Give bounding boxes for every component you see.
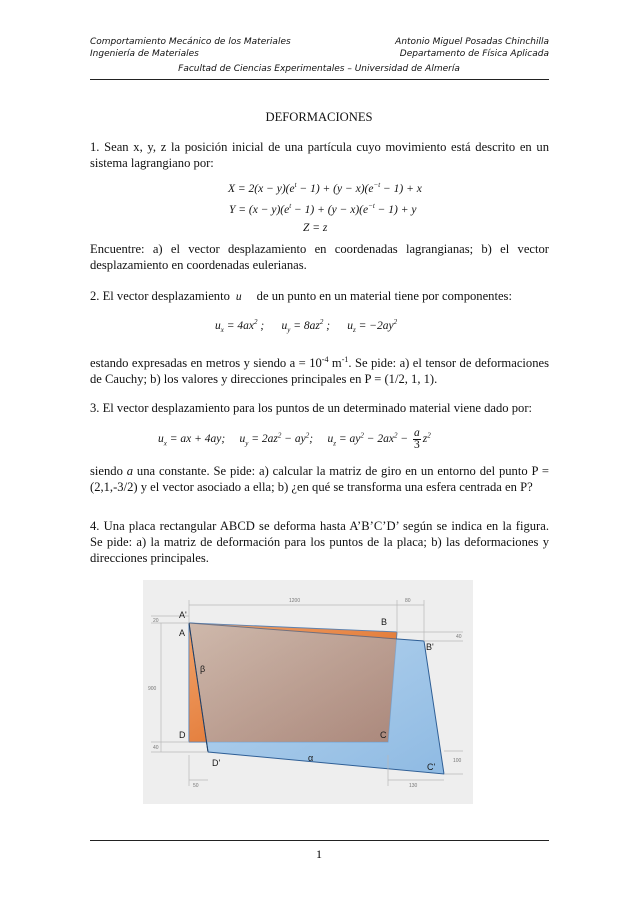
dim-left-bottom: 40: [153, 745, 159, 751]
problem-4-text: 4. Una placa rectangular ABCD se deforma hasta A’B’C’D’ según se indica en la figura. Se pide: a) la matriz de deformación para los puntos de la placa; b) las deformaciones y direcciones principales.: [90, 519, 549, 565]
label-C: C: [380, 730, 387, 740]
dim-bottom-right: 130: [409, 783, 418, 789]
label-beta: β: [200, 664, 206, 674]
header-course-title: Comportamiento Mecánico de los Materiales: [90, 37, 291, 47]
vector-u: u⃗: [233, 291, 254, 303]
problem-2-q-b: m: [328, 356, 342, 371]
problem-2-q-c: . Se pide: a) el tensor de deformaciones de Cauchy; b) los valores y direcciones principales en P = (1/2, 1, 1).: [90, 356, 549, 387]
problem-2-exp2: -1: [341, 355, 349, 364]
dim-left-top: 20: [153, 618, 159, 624]
dim-height: 900: [148, 686, 157, 692]
problem-2-question: [90, 352, 549, 387]
dim-shift-top: 80: [405, 598, 411, 604]
problem-2-exp1: -4: [321, 355, 329, 364]
header-faculty: Facultad de Ciencias Experimentales – Universidad de Almería: [178, 64, 460, 74]
header-rule: [90, 79, 549, 80]
dim-right-bottom: 100: [453, 758, 462, 764]
label-D-prime: D': [212, 758, 221, 768]
problem-1-question: Encuentre: a) el vector desplazamiento en coordenadas lagrangianas; b) el vector desplazamiento en coordenadas eulerianas.: [90, 242, 549, 272]
problem-2-q-a: estando expresadas en metros y siendo a = 10: [90, 356, 322, 371]
deformation-figure: [143, 580, 473, 804]
page-number: 1: [316, 847, 322, 861]
dim-right-top: 40: [456, 634, 462, 640]
label-A-prime: A': [179, 610, 187, 620]
equation-u-problem-3: $u_x$ = ax + 4ay; $u_y = 2az^2 - ay^2$; $u_z = ay^2 - 2ax^2$ − $\frac{a}{3}$ $z^2$: [158, 427, 431, 451]
dim-bottom-left: 50: [193, 783, 199, 789]
problem-2-intro: [90, 289, 512, 304]
equation-Y: $Y = (x - y)(e^t - 1) + (y - x)(e^{-t} - 1) + y$: [229, 202, 417, 216]
problem-3-question: [90, 463, 549, 495]
header-author: Antonio Miguel Posadas Chinchilla: [395, 37, 549, 47]
label-C-prime: C': [427, 762, 436, 772]
equation-X: $X = 2(x - y)(e^t - 1) + (y - x)(e^{-t} - 1) + x$: [228, 181, 422, 195]
problem-3-q-b: una constante. Se pide: a) calcular la matriz de giro en un entorno del punto P = (2,1,-3/2) y el vector asociado a ella; b) ¿en qué se transforma una esfera centrada en P?: [90, 464, 549, 494]
problem-3-q-a: siendo: [90, 464, 123, 478]
original-plate-overlay: [189, 623, 397, 742]
problem-3-var-a: a: [126, 464, 134, 478]
header-degree: Ingeniería de Materiales: [90, 49, 199, 59]
problem-1-intro: 1. Sean x, y, z la posición inicial de una partícula cuyo movimiento está descrito en un sistema lagrangiano por:: [90, 140, 549, 170]
label-alpha: α: [308, 753, 314, 763]
equation-Z: Z = z: [303, 222, 328, 234]
equation-u-components: $u_x = 4ax^2$ ; $u_y = 8az^2$ ; $u_z = -2ay^2$: [215, 318, 398, 335]
header-department: Departamento de Física Aplicada: [399, 49, 549, 59]
dim-width-top: 1200: [289, 598, 301, 604]
problem-3-intro: 3. El vector desplazamiento para los puntos de un determinado material viene dado por:: [90, 401, 533, 415]
footer-rule: [90, 840, 549, 841]
problem-2-intro-a: 2. El vector desplazamiento: [90, 289, 230, 303]
label-D: D: [179, 730, 186, 740]
label-B: B: [381, 617, 388, 627]
problem-2-intro-b: de un punto en un material tiene por componentes:: [256, 289, 512, 303]
page-title: DEFORMACIONES: [265, 110, 373, 124]
label-B-prime: B': [426, 642, 434, 652]
label-A: A: [179, 628, 186, 638]
